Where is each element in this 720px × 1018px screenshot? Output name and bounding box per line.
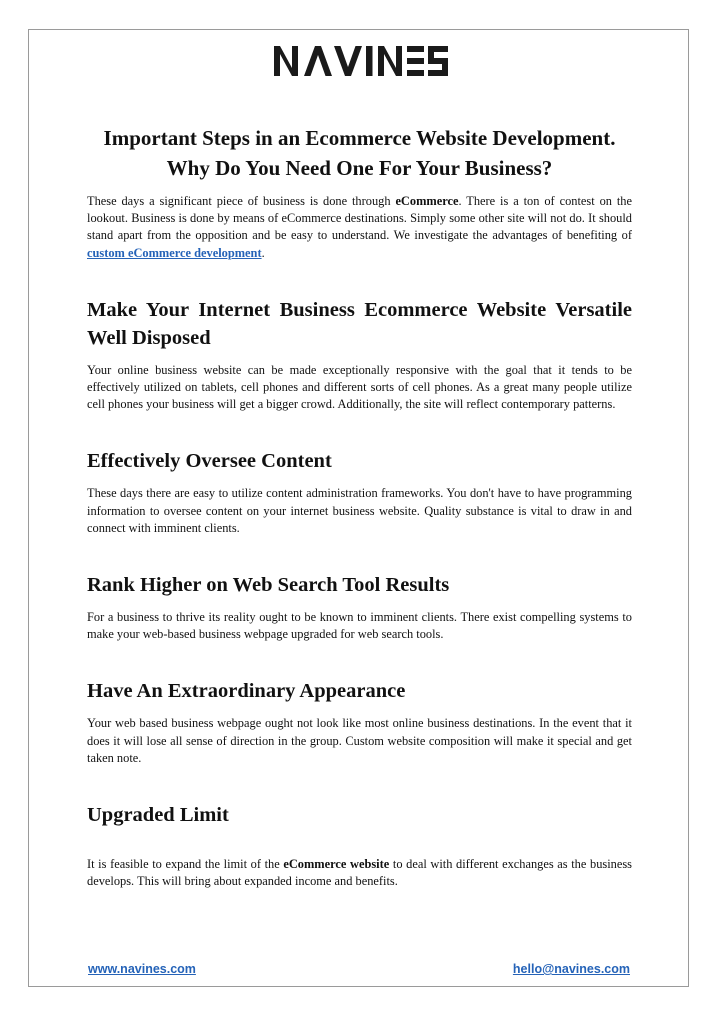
section-body-versatile: Your online business website can be made exceptionally responsive with the goal that it tends to be effectively utilized on tablets, cell phones and different sorts of cell phones. As a great many people utilize cell phones your business will get a bigger crowd. Additionally, the site will reflect contemporary patterns. bbox=[87, 362, 632, 412]
limit-bold-ecommerce-website: eCommerce website bbox=[283, 857, 390, 872]
section-heading-limit: Upgraded Limit bbox=[87, 804, 229, 827]
document-page bbox=[28, 29, 689, 987]
section-body-content: These days there are easy to utilize content administration frameworks. You don't have to have programming information to oversee content on your internet business website. Quality substance is vital to draw in and connect with imminent clients. bbox=[87, 486, 632, 535]
section-heading-search: Rank Higher on Web Search Tool Results bbox=[87, 574, 450, 597]
intro-bold-ecommerce: eCommerce bbox=[395, 194, 459, 208]
intro-text-2: . There is a ton of contest on the lookout. Business is done by means of eCommerce destinations. Simply some other site will not do. It should stand apart from the opposition and be easy to understand. We investigate the advantages of benefiting of bbox=[87, 194, 632, 243]
intro-text-3: . bbox=[261, 245, 265, 260]
intro-paragraph bbox=[87, 193, 632, 262]
document-title: Important Steps in an Ecommerce Website Development. Why Do You Need One For Your Business? bbox=[103, 126, 616, 180]
section-body-limit bbox=[87, 856, 632, 890]
navines-logo bbox=[274, 44, 448, 78]
footer-email-link[interactable]: hello@navines.com bbox=[512, 962, 630, 976]
section-heading-versatile: Make Your Internet Business Ecommerce Website Versatile Well Disposed bbox=[87, 298, 632, 349]
section-heading-appearance: Have An Extraordinary Appearance bbox=[87, 680, 406, 703]
section-body-appearance: Your web based business webpage ought not look like most online business destinations. In the event that it does it will lose all sense of direction in the group. Custom website composition will make it special and get taken note. bbox=[87, 716, 632, 765]
section-heading-content: Effectively Oversee Content bbox=[87, 450, 332, 473]
limit-text-1: It is feasible to expand the limit of the bbox=[87, 857, 284, 872]
custom-ecommerce-link[interactable]: custom eCommerce development bbox=[87, 245, 262, 260]
limit-text-2: to deal with different exchanges as the business develops. This will bring about expanded income and benefits. bbox=[87, 857, 632, 889]
intro-text-1: These days a significant piece of business is done through bbox=[87, 194, 396, 208]
footer-website-link[interactable]: www.navines.com bbox=[88, 962, 196, 976]
section-body-search: For a business to thrive its reality ought to be known to imminent clients. There exist compelling systems to make your web-based business webpage upgraded for web search tools. bbox=[87, 610, 632, 642]
document-content bbox=[87, 123, 632, 890]
